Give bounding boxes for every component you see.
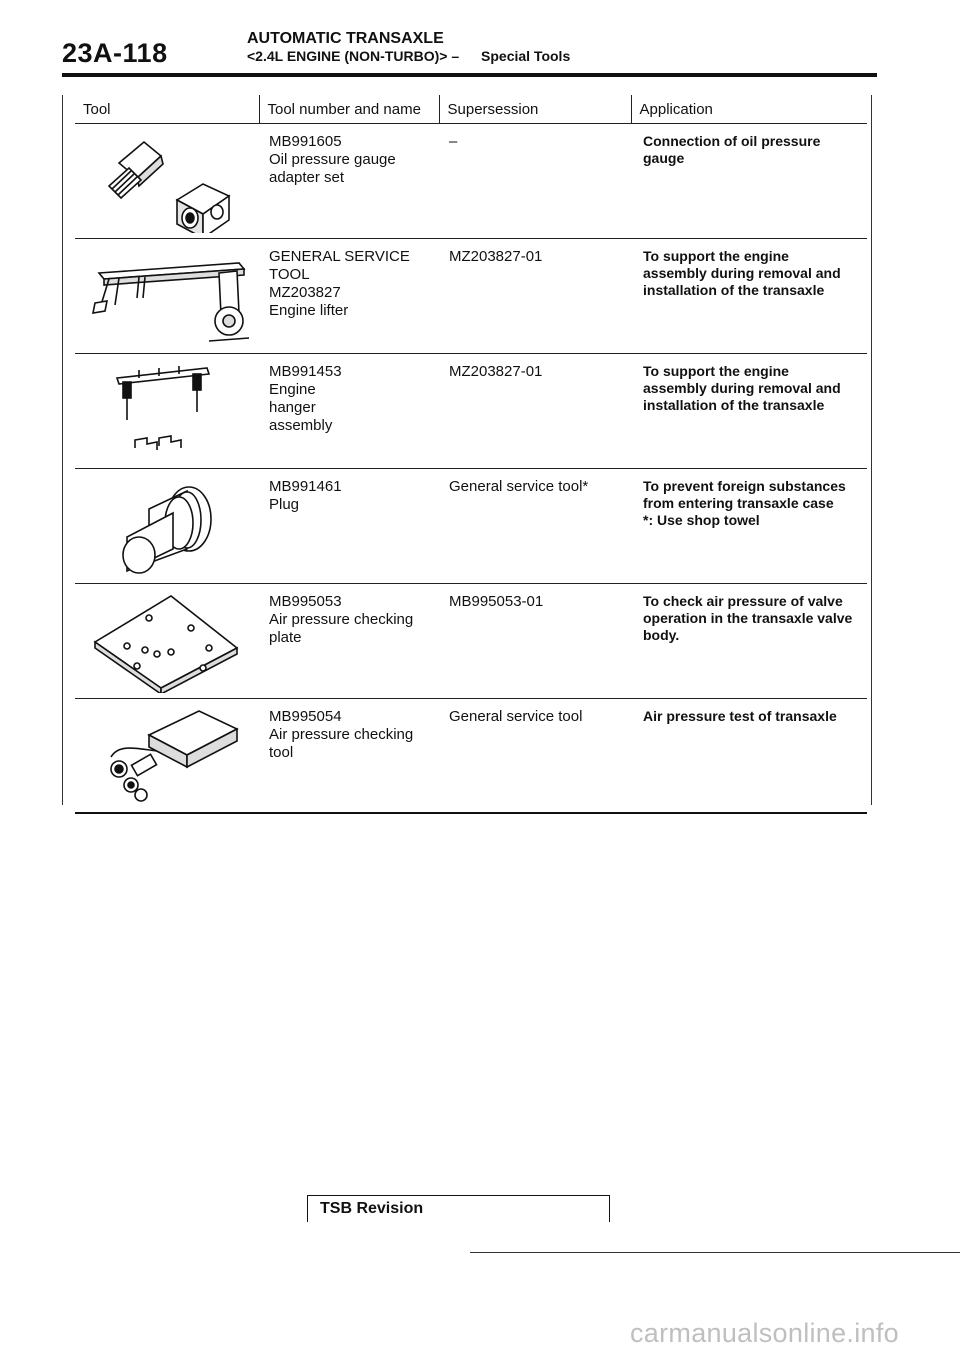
- special-tools-table: [75, 95, 867, 814]
- left-margin-line: [62, 95, 63, 805]
- engine-label: <2.4L ENGINE (NON-TURBO)>: [247, 48, 448, 64]
- tool-name-line: tool: [269, 743, 294, 761]
- application-cell: [631, 238, 867, 353]
- tool-name-line: Engine: [269, 380, 316, 398]
- tool-image-cell: [75, 353, 259, 468]
- tool-name-line: adapter set: [269, 168, 345, 186]
- tool-name-line: Air pressure checking: [269, 725, 414, 743]
- supersession-value: –: [449, 132, 458, 150]
- tool-number: MB995053: [269, 592, 342, 610]
- engine-hanger-icon: [79, 358, 254, 463]
- tool-name-line: TOOL: [269, 265, 310, 283]
- tool-image-cell: [75, 123, 259, 238]
- supersession-value: MB995053-01: [449, 592, 544, 610]
- tool-number: MB991453: [269, 362, 342, 380]
- air-pressure-plate-icon: [79, 588, 254, 693]
- application-line: installation of the transaxle: [643, 396, 825, 413]
- title-dash: –: [451, 48, 460, 64]
- tool-number-cell: [259, 238, 439, 353]
- table-header-row: [75, 95, 867, 123]
- tool-image-cell: [75, 238, 259, 353]
- tool-name-line: hanger: [269, 398, 316, 416]
- application-line: Connection of oil pressure: [643, 132, 821, 149]
- tool-image-cell: [75, 698, 259, 813]
- application-line: assembly during removal and: [643, 379, 841, 396]
- supersession-value: General service tool*: [449, 477, 589, 495]
- oil-pressure-adapter-icon: [79, 128, 254, 233]
- application-cell: [631, 468, 867, 583]
- application-cell: [631, 123, 867, 238]
- application-line: Air pressure test of transaxle: [643, 707, 837, 724]
- special-tools-label: Special Tools: [481, 48, 571, 64]
- watermark: carmanualsonline.info: [630, 1318, 899, 1348]
- tool-number-cell: [259, 123, 439, 238]
- tool-number-cell: [259, 353, 439, 468]
- tool-name-line: Air pressure checking: [269, 610, 414, 628]
- table-row: [75, 698, 867, 813]
- application-line: operation in the transaxle valve: [643, 609, 853, 626]
- tool-name-line: Engine lifter: [269, 301, 349, 319]
- supersession-value: MZ203827-01: [449, 362, 543, 380]
- supersession-value: MZ203827-01: [449, 247, 543, 265]
- plug-icon: [79, 473, 254, 578]
- column-header-application: Application: [631, 95, 867, 123]
- tool-number: MB995054: [269, 707, 342, 725]
- application-cell: [631, 583, 867, 698]
- application-cell: [631, 698, 867, 813]
- tool-name-line: Plug: [269, 495, 300, 513]
- tsb-revision-box: TSB Revision: [307, 1195, 610, 1222]
- section-subtitle: [247, 48, 570, 64]
- supersession-value: General service tool: [449, 707, 583, 725]
- right-margin-line: [871, 95, 872, 805]
- tool-number-cell: [259, 583, 439, 698]
- tool-name-line: plate: [269, 628, 302, 646]
- supersession-cell: [439, 583, 631, 698]
- column-header-tool: Tool: [75, 95, 259, 123]
- tool-number-cell: [259, 698, 439, 813]
- tool-name-line: assembly: [269, 416, 333, 434]
- page-number: 23A-118: [62, 38, 168, 68]
- application-line: assembly during removal and: [643, 264, 841, 281]
- supersession-cell: [439, 238, 631, 353]
- table-row: [75, 583, 867, 698]
- tool-image-cell: [75, 583, 259, 698]
- application-line: installation of the transaxle: [643, 281, 825, 298]
- supersession-cell: [439, 698, 631, 813]
- footer-rule: [470, 1252, 960, 1253]
- tool-name-line: Oil pressure gauge: [269, 150, 396, 168]
- supersession-cell: [439, 123, 631, 238]
- table-row: [75, 353, 867, 468]
- section-title: AUTOMATIC TRANSAXLE: [247, 30, 444, 47]
- table-row: [75, 238, 867, 353]
- table-row: [75, 123, 867, 238]
- application-cell: [631, 353, 867, 468]
- column-header-number: Tool number and name: [259, 95, 439, 123]
- supersession-cell: [439, 468, 631, 583]
- engine-lifter-icon: [79, 243, 254, 348]
- application-line: gauge: [643, 149, 685, 166]
- application-line: To check air pressure of valve: [643, 592, 843, 609]
- application-line: To prevent foreign substances: [643, 477, 846, 494]
- table-row: [75, 468, 867, 583]
- tool-name-line: MZ203827: [269, 283, 341, 301]
- tool-number-cell: [259, 468, 439, 583]
- application-line: from entering transaxle case: [643, 494, 834, 511]
- application-line: body.: [643, 626, 680, 643]
- tool-number: GENERAL SERVICE: [269, 247, 410, 265]
- tool-number: MB991605: [269, 132, 342, 150]
- tool-image-cell: [75, 468, 259, 583]
- supersession-cell: [439, 353, 631, 468]
- application-line: To support the engine: [643, 247, 789, 264]
- air-pressure-tool-icon: [79, 703, 254, 808]
- tool-number: MB991461: [269, 477, 342, 495]
- header-rule: [62, 73, 877, 77]
- application-line: To support the engine: [643, 362, 789, 379]
- column-header-supersession: Supersession: [439, 95, 631, 123]
- application-line: *: Use shop towel: [643, 511, 760, 528]
